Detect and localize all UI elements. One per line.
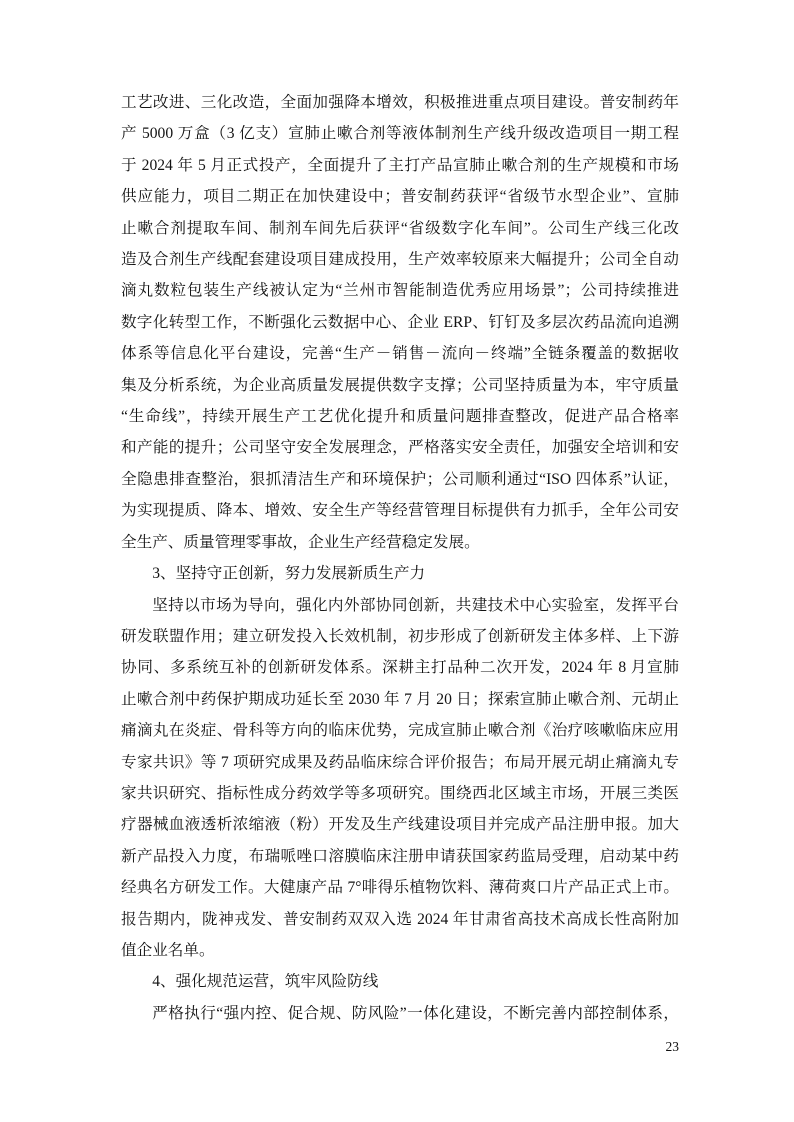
text-line: 疗器械血液透析浓缩液（粉）开发及生产线建设项目并完成产品注册申报。加大 <box>121 816 679 834</box>
text-line: 体系等信息化平台建设，完善“生产－销售－流向－终端”全链条覆盖的数据收 <box>121 345 679 363</box>
text-line: 经典名方研发工作。大健康产品 7°啡得乐植物饮料、薄荷爽口片产品正式上市。 <box>121 879 679 897</box>
text-line: 研发联盟作用；建立研发投入长效机制，初步形成了创新研发主体多样、上下游 <box>121 627 679 645</box>
text-line: 止嗽合剂提取车间、制剂车间先后获评“省级数字化车间”。公司生产线三化改 <box>121 219 679 237</box>
text-line: 值企业名单。 <box>121 941 215 959</box>
text-line: 新产品投入力度，布瑞哌唑口溶膜临床注册申请获国家药监局受理，启动某中药 <box>121 847 679 865</box>
text-line: 数字化转型工作，不断强化云数据中心、企业 ERP、钉钉及多层次药品流向追溯 <box>121 313 679 331</box>
text-line: 于 2024 年 5 月正式投产，全面提升了主打产品宣肺止嗽合剂的生产规模和市场 <box>121 156 679 174</box>
text-line: 痛滴丸在炎症、骨科等方向的临床优势，完成宣肺止嗽合剂《治疗咳嗽临床应用 <box>121 722 679 740</box>
section-heading: 4、强化规范运营，筑牢风险防线 <box>152 973 379 991</box>
page-number: 23 <box>665 1039 679 1054</box>
text-line: 全生产、质量管理零事故，企业生产经营稳定发展。 <box>121 533 480 551</box>
text-line: 为实现提质、降本、增效、安全生产等经营管理目标提供有力抓手，全年公司安 <box>121 502 679 520</box>
document-body <box>121 87 679 1029</box>
text-line: 报告期内，陇神戎发、普安制药双双入选 2024 年甘肃省高技术高成长性高附加 <box>121 910 679 928</box>
text-line: 严格执行“强内控、促合规、防风险”一体化建设，不断完善内部控制体系， <box>152 1004 679 1022</box>
text-line: 集及分析系统，为企业高质量发展提供数字支撑；公司坚持质量为本，牢守质量 <box>121 376 679 394</box>
text-line: 滴丸数粒包装生产线被认定为“兰州市智能制造优秀应用场景”；公司持续推进 <box>121 282 679 300</box>
text-line: 家共识研究、指标性成分药效学等多项研究。围绕西北区域主市场，开展三类医 <box>121 784 679 802</box>
text-line: 产 5000 万盒（3 亿支）宣肺止嗽合剂等液体制剂生产线升级改造项目一期工程 <box>121 125 679 143</box>
text-line: 协同、多系统互补的创新研发体系。深耕主打品种二次开发，2024 年 8 月宣肺 <box>121 659 679 677</box>
text-line: “生命线”，持续开展生产工艺优化提升和质量问题排查整改，促进产品合格率 <box>121 408 679 426</box>
text-line: 全隐患排查整治，狠抓清洁生产和环境保护；公司顺利通过“ISO 四体系”认证， <box>121 470 679 488</box>
text-line: 专家共识》等 7 项研究成果及药品临床综合评价报告；布局开展元胡止痛滴丸专 <box>121 753 679 771</box>
text-line: 止嗽合剂中药保护期成功延长至 2030 年 7 月 20 日；探索宣肺止嗽合剂、元胡止 <box>121 690 679 708</box>
text-line: 造及合剂生产线配套建设项目建成投用，生产效率较原来大幅提升；公司全自动 <box>121 251 679 269</box>
section-heading: 3、坚持守正创新，努力发展新质生产力 <box>152 565 426 583</box>
page-footer <box>121 1038 679 1056</box>
text-line: 供应能力，项目二期正在加快建设中；普安制药获评“省级节水型企业”、宣肺 <box>121 188 679 206</box>
text-line: 工艺改进、三化改造，全面加强降本增效，积极推进重点项目建设。普安制药年 <box>121 94 679 111</box>
text-line: 和产能的提升；公司坚守安全发展理念，严格落实安全责任，加强安全培训和安 <box>121 439 679 457</box>
text-line: 坚持以市场为导向，强化内外部协同创新，共建技术中心实验室，发挥平台 <box>152 596 679 614</box>
